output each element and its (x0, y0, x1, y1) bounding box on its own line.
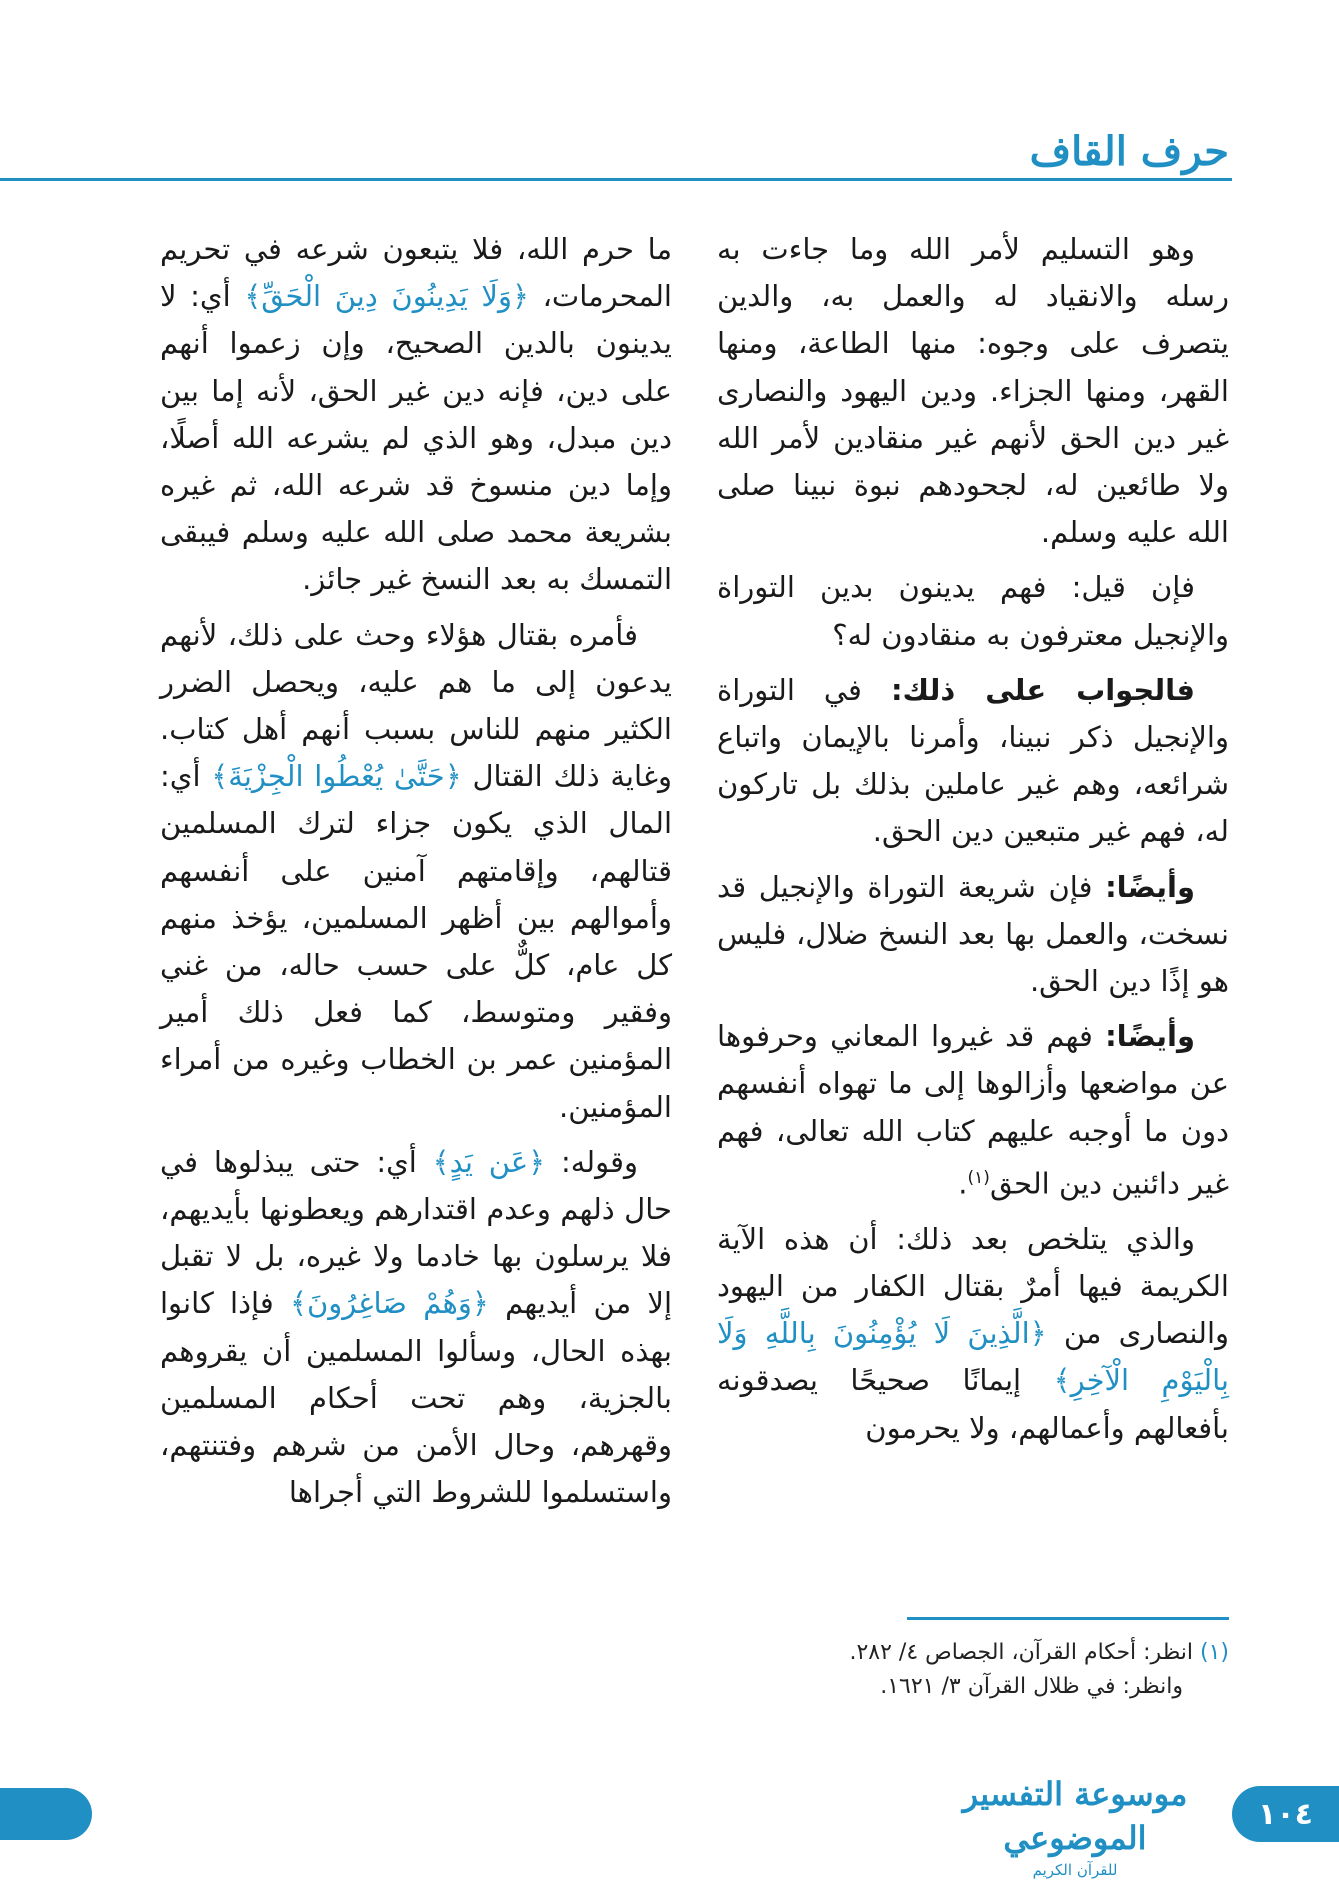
bold-lead: وأيضًا: (1105, 1019, 1195, 1054)
logo-title: موسوعة التفسير الموضوعي (962, 1775, 1188, 1857)
paragraph: وهو التسليم لأمر الله وما جاءت به رسله والانقياد له والعمل به، والدين يتصرف على وجوه: منها الطاعة، ومنها القهر، ومنها الجزاء. ودين اليهود والنصارى غير دين الحق لأنهم غير منقادين لأمر الله ولا طائعين له، لجحودهم نبوة نبينا صلى الله عليه وسلم. (717, 232, 1229, 550)
bold-lead: وأيضًا: (1105, 869, 1195, 904)
quran-verse: ﴿عَن يَدٍ﴾ (432, 1144, 546, 1179)
logo-subtitle: للقرآن الكريم (1032, 1861, 1118, 1879)
footnotes (709, 1636, 1229, 1704)
bold-lead: فالجواب على ذلك: (890, 672, 1195, 707)
paragraph: فالجواب على ذلك: في التوراة والإنجيل ذكر نبينا، وأمرنا بالإيمان واتباع شرائعه، وهم غير عاملين بذلك بل تاركون له، فهم غير متبعين دين الحق. (717, 672, 1229, 849)
page-tab-left (0, 1788, 92, 1840)
paragraph: ما حرم الله، فلا يتبعون شرعه في تحريم المحرمات، ﴿وَلَا يَدِينُونَ دِينَ الْحَقِّ﴾ أي: لا يدينون بالدين الصحيح، وإن زعموا أنهم على دين، فإنه دين غير الحق، لأنه إما بين دين مبدل، وهو الذي لم يشرعه الله أصلًا، وإما دين منسوخ قد شرعه الله، ثم غيره بشريعة محمد صلى الله عليه وسلم فيبقى التمسك به بعد النسخ غير جائز. (160, 232, 672, 597)
paragraph: وأيضًا: فهم قد غيروا المعاني وحرفوها عن مواضعها وأزالوها إلى ما تهواه أنفسهم دون ما أوجبه عليهم كتاب الله تعالى، فهم غير دائنين دين الحق$^{(١)}$. (717, 1019, 1229, 1201)
footnote-rule (907, 1617, 1229, 1620)
quran-verse: ﴿وَهُمْ صَاغِرُونَ﴾ (290, 1286, 489, 1321)
paragraph: فأمره بقتال هؤلاء وحث على ذلك، لأنهم يدعون إلى ما هم عليه، ويحصل الضرر الكثير منهم للناس بسبب أنهم أهل كتاب. وغاية ذلك القتال ﴿حَتَّىٰ يُعْطُوا الْجِزْيَةَ﴾ أي: المال الذي يكون جزاء لترك المسلمين قتالهم، وإقامتهم آمنين على أنفسهم وأموالهم بين أظهر المسلمين، يؤخذ منهم كل عام، كلٌّ على حسب حاله، من غني وفقير ومتوسط، كما فعل ذلك أمير المؤمنين عمر بن الخطاب وغيره من أمراء المؤمنين. (160, 617, 672, 1124)
quran-verse: ﴿الَّذِينَ لَا يُؤْمِنُونَ بِاللَّهِ وَلَا بِالْيَوْمِ الْآخِرِ﴾ (717, 1316, 1229, 1398)
quran-verse: ﴿وَلَا يَدِينُونَ دِينَ الْحَقِّ﴾ (244, 279, 529, 314)
paragraph: والذي يتلخص بعد ذلك: أن هذه الآية الكريمة فيها أمرٌ بقتال الكفار من اليهود والنصارى من ﴿الَّذِينَ لَا يُؤْمِنُونَ بِاللَّهِ وَلَا بِالْيَوْمِ الْآخِرِ﴾ إيمانًا صحيحًا يصدقونه بأفعالهم وأعمالهم، ولا يحرمون (717, 1221, 1230, 1445)
footnote-number: (١) (1199, 1640, 1229, 1665)
footnote-ref[interactable]: (١) (967, 1167, 990, 1188)
paragraph: وأيضًا: فإن شريعة التوراة والإنجيل قد نسخت، والعمل بها بعد النسخ ضلال، فليس هو إذًا دين الحق. (717, 869, 1229, 999)
paragraph: وقوله: ﴿عَن يَدٍ﴾ أي: حتى يبذلوها في حال ذلهم وعدم اقتدارهم ويعطونها بأيديهم، فلا يرسلون بها خادما ولا غيره، بل لا تقبل إلا من أيديهم ﴿وَهُمْ صَاغِرُونَ﴾ فإذا كانوا بهذه الحال، وسألوا المسلمين أن يقروهم بالجزية، وهم تحت أحكام المسلمين وقهرهم، وحال الأمن من شرهم وفتنتهم، واستسلموا للشروط التي أجراها (160, 1144, 673, 1510)
quran-verse: ﴿حَتَّىٰ يُعْطُوا الْجِزْيَةَ﴾ (211, 759, 462, 794)
page-number: ١٠٤ (1232, 1786, 1339, 1842)
right-column (717, 226, 1229, 1460)
footnote-line: وانظر: في ظلال القرآن ٣/ ١٦٢١. (880, 1674, 1183, 1699)
header-rule (0, 178, 1232, 181)
left-column (160, 226, 672, 1524)
footnote-line: (١) انظر: أحكام القرآن، الجصاص ٤/ ٢٨٢. (849, 1640, 1229, 1665)
logo (930, 1772, 1220, 1879)
chapter-title: حرف القاف (1029, 128, 1229, 175)
paragraph: فإن قيل: فهم يدينون بدين التوراة والإنجيل معترفون به منقادون له؟ (717, 570, 1229, 652)
